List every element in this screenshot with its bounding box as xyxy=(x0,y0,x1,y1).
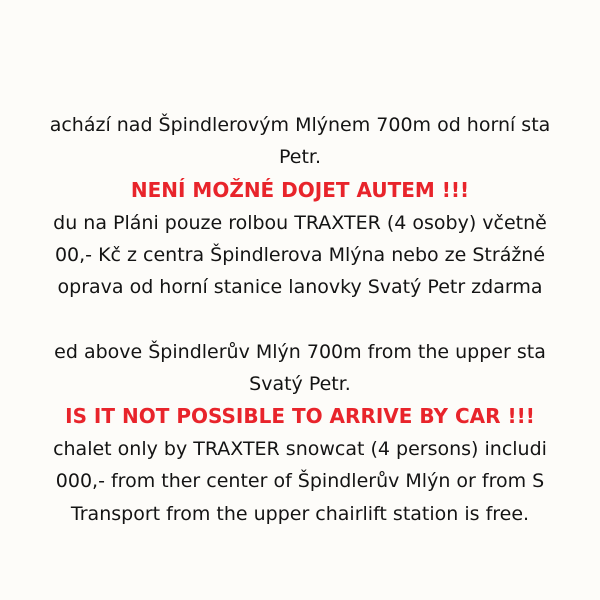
english-text-line-1: ed above Špindlerův Mlýn 700m from the upper sta xyxy=(54,341,546,363)
english-text-line-5: 000,- from ther center of Špindlerův Mlýn or from S xyxy=(55,470,545,492)
english-text-line-6: Transport from the upper chairlift station is free. xyxy=(70,503,530,525)
czech-text-line-5: 00,- Kč z centra Špindlerova Mlýna nebo ze Strážné xyxy=(54,244,546,266)
czech-text-line-1: achází nad Špindlerovým Mlýnem 700m od horní sta xyxy=(49,114,551,136)
czech-text-line-4: du na Pláni pouze rolbou TRAXTER (4 osoby) včetně xyxy=(53,212,547,234)
czech-text-line-2: Petr. xyxy=(278,146,322,168)
english-text-line-4: chalet only by TRAXTER snowcat (4 persons) includi xyxy=(53,438,547,460)
czech-text-line-6: oprava od horní stanice lanovky Svatý Petr zdarma xyxy=(57,276,543,298)
czech-warning: NENÍ MOŽNÉ DOJET AUTEM !!! xyxy=(130,178,470,202)
english-warning: IS IT NOT POSSIBLE TO ARRIVE BY CAR !!! xyxy=(65,404,535,428)
english-text-line-2: Svatý Petr. xyxy=(249,373,351,395)
